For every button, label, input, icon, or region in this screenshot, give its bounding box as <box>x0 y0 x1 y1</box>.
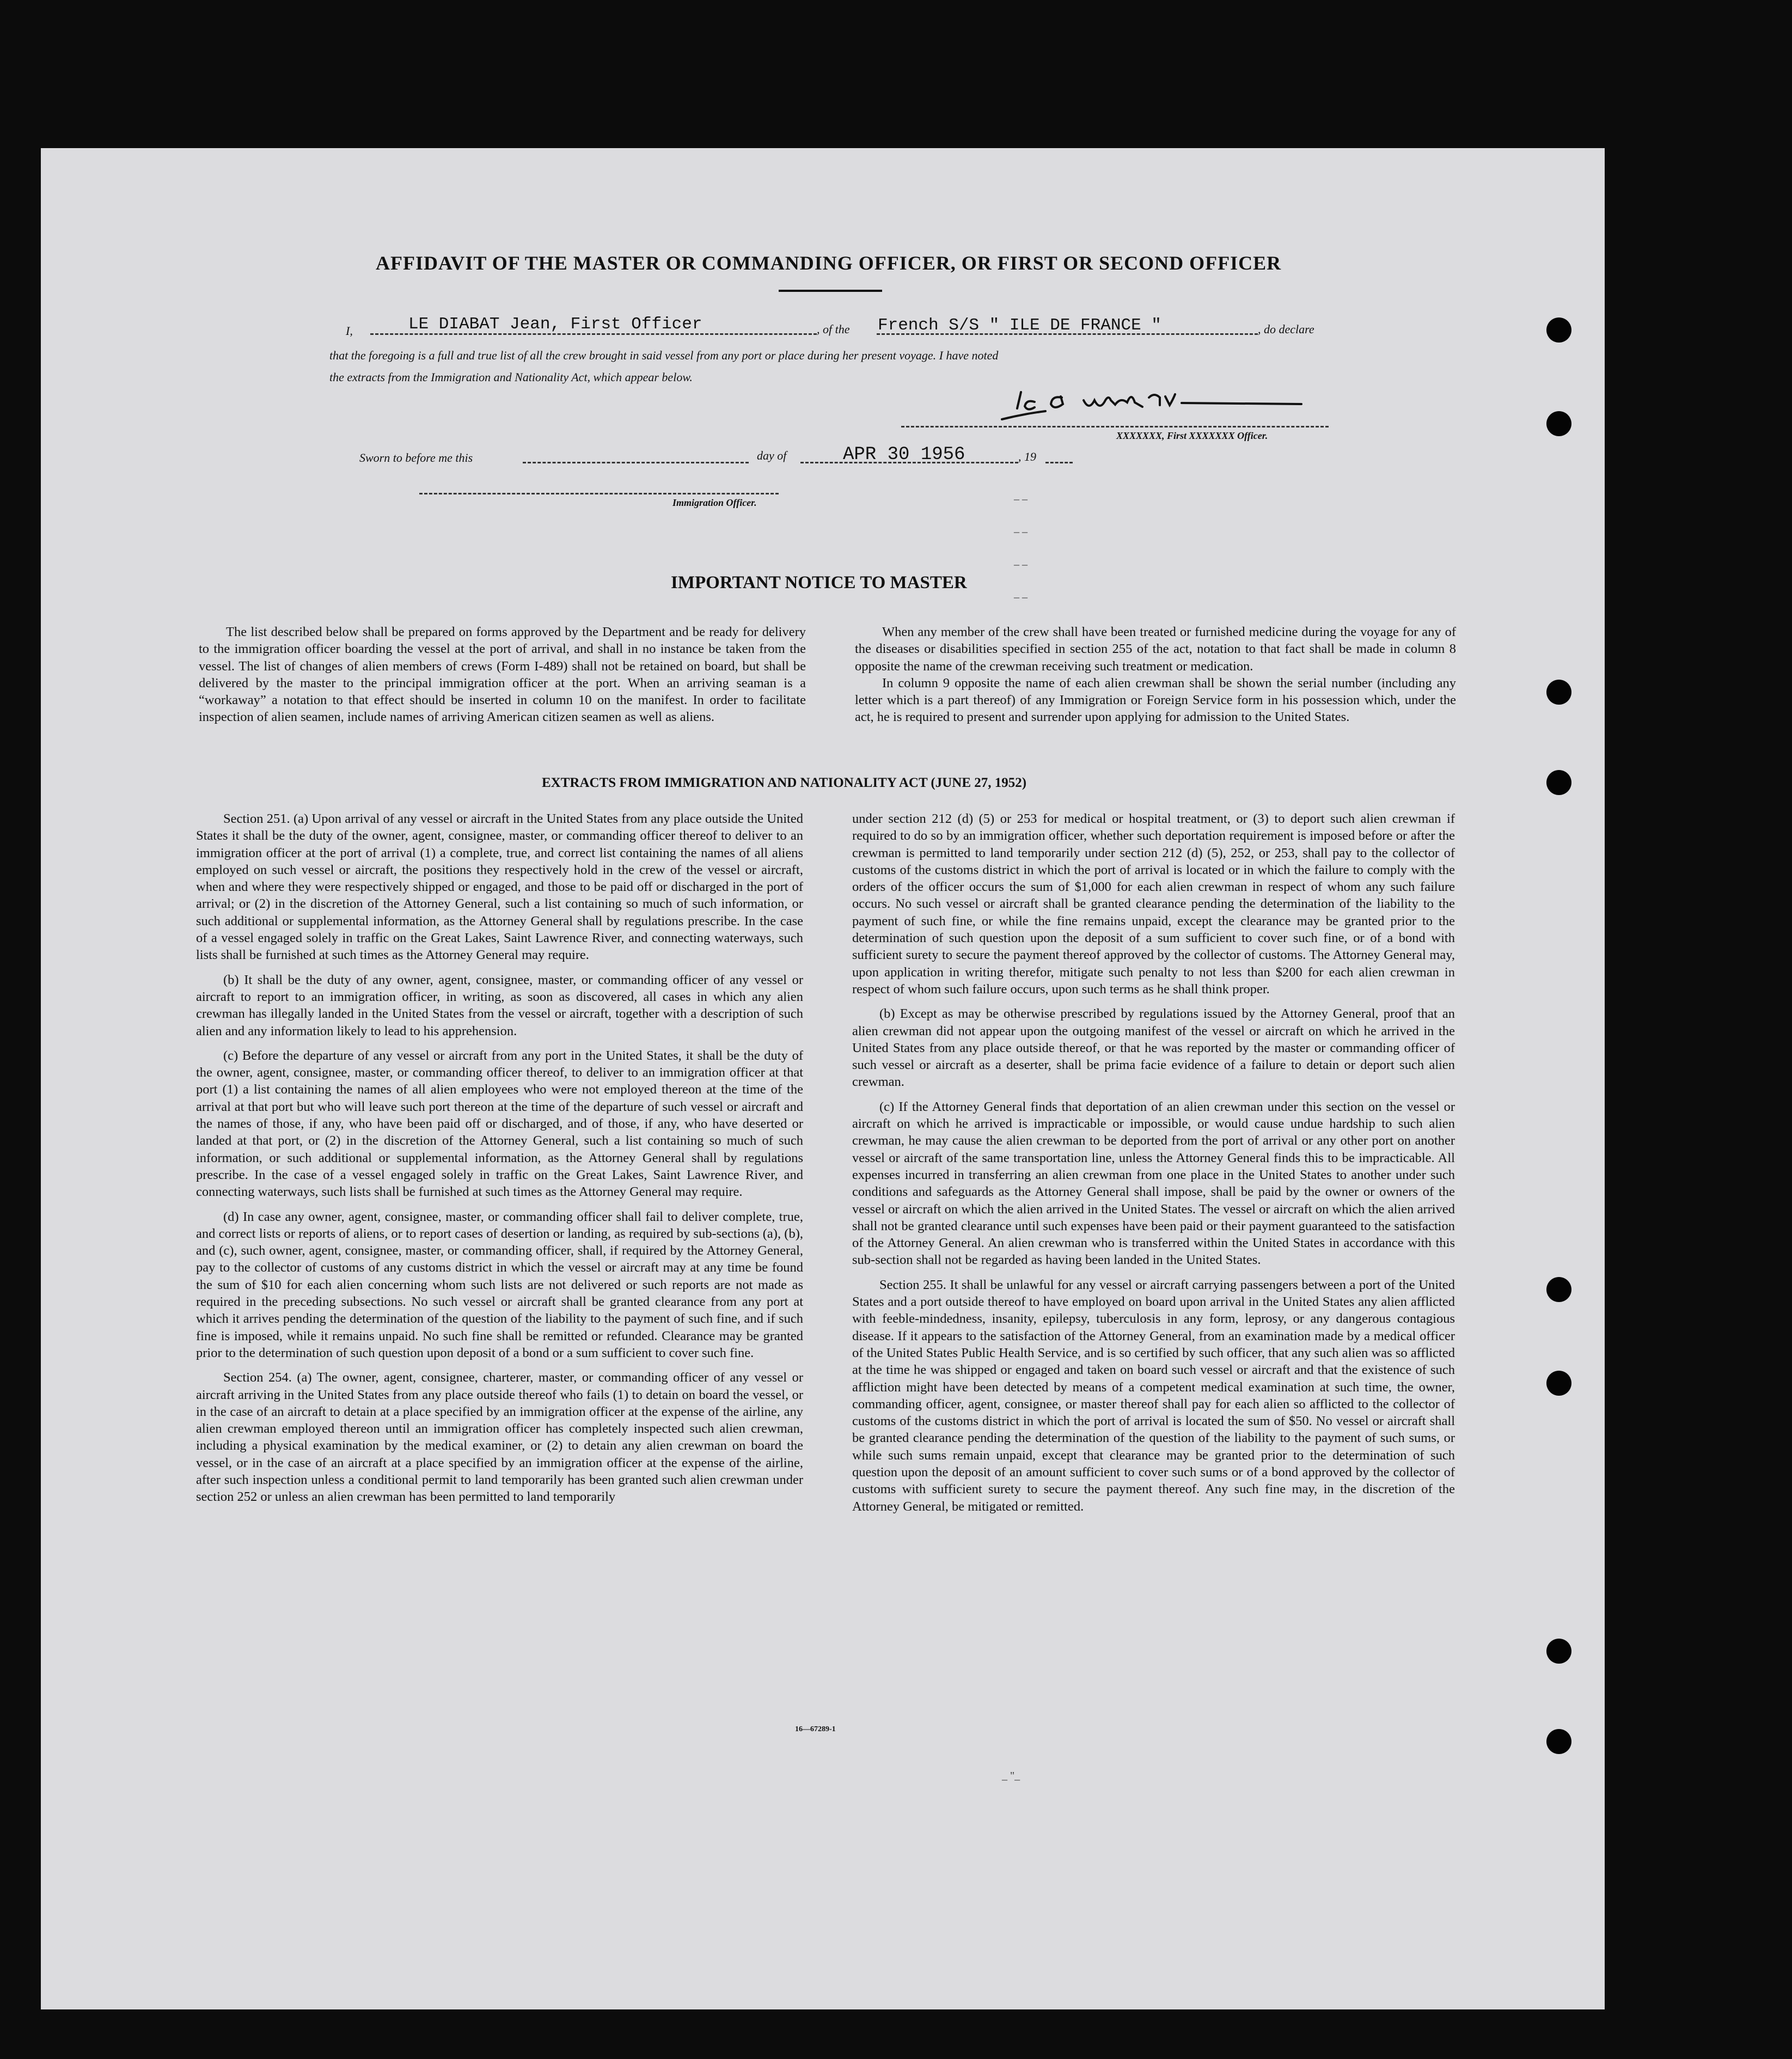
section-251-b: (b) It shall be the duty of any owner, agent, consignee, master, or commanding officer of any vessel or aircraft to report to an immigration officer, in writing, as soon as discovered, all cases in which any alien crewman has illegally landed in the United States from the vessel or aircraft, together with a description of such alien and any information likely to lead to his apprehension. <box>196 972 803 1038</box>
title-underline <box>779 290 882 292</box>
of-the-label: , of the <box>817 322 850 336</box>
notice-right-column <box>855 624 1456 726</box>
section-251-a: Section 251. (a) Upon arrival of any vessel or aircraft in the United States from any place outside the United States it shall be the duty of the owner, agent, consignee, master, or commanding officer thereof to deliver to an immigration officer at the port of arrival (1) a complete, true, and correct list containing the names of all aliens employed on such vessel or aircraft, the positions they respectively hold in the crew of the vessel or aircraft, when and where they were respectively shipped or engaged, and those to be paid off or discharged in the port of arrival; or (2) in the discretion of the Attorney General, such a list containing so much of such information, or such additional or supplemental information, as the Attorney General shall by regulations prescribe. In the case of a vessel engaged solely in traffic on the Great Lakes, Saint Lawrence River, and connecting waterways, such lists shall be furnished at such times as the Attorney General may require. <box>196 811 803 963</box>
punch-hole <box>1546 317 1571 343</box>
year-underline <box>1045 462 1073 463</box>
punch-hole <box>1546 411 1571 436</box>
day-of-label: day of <box>757 449 787 462</box>
signature-caption: XXXXXXX, First XXXXXXX Officer. <box>1116 430 1268 441</box>
punch-hole <box>1546 1639 1571 1664</box>
notice-left-column <box>199 624 806 726</box>
sworn-day-underline <box>523 462 749 463</box>
notice-right-paragraph-2: In column 9 opposite the name of each alien crewman shall be shown the serial number (including any letter which is a part thereof) of any Immigration or Foreign Service form in his possession which, under the act, he is required to present and surrender upon applying for admission to the United States. <box>855 675 1456 725</box>
punch-hole <box>1546 770 1571 795</box>
extracts-left-column <box>196 810 803 1506</box>
punch-hole <box>1546 680 1571 705</box>
section-251-d: (d) In case any owner, agent, consignee, master, or commanding officer shall fail to deliver complete, true, and correct lists or reports of aliens, or to report cases of desertion or landing, as required by sub-sections (a), (b), and (c), such owner, agent, consignee, master, or commanding officer, shall, if required by the Attorney General, pay to the collector of customs of any customs district in which the vessel or aircraft may at any time be found the sum of $10 for each alien concerning whom such lists are not delivered or such reports are not made as required in the preceding subsections. No such vessel or aircraft shall be granted clearance from any port at which it arrives pending the determination of the question of the liability to the payment of such fine, and if such fine is imposed, while it remains unpaid. No such fine shall be remitted or refunded. Clearance may be granted prior to the determination of such question upon deposit of a bond or a sum sufficient to cover such fine. <box>196 1209 803 1360</box>
section-251-c: (c) Before the departure of any vessel or aircraft from any port in the United States, it shall be the duty of the owner, agent, consignee, master, or commanding officer thereof, to deliver to an immigration officer at that port (1) a list containing the names of all alien employees who were not employed thereon at the time of the arrival at that port but who will leave such port thereon at the time of the departure of such vessel or aircraft and the names of those, if any, who have been paid off or discharged, and of those, if any, who have deserted or landed at that port, or (2) in the discretion of the Attorney General, such a list containing so much of such information, or such additional or supplemental information, as the Attorney General shall by regulations prescribe. In the case of a vessel engaged solely in traffic on the Great Lakes, Saint Lawrence River, and connecting waterways, such lists shall be furnished at such times as the Attorney General may require. <box>196 1048 803 1200</box>
affidavit-title: AFFIDAVIT OF THE MASTER OR COMMANDING OFFICER, OR FIRST OR SECOND OFFICER <box>376 252 1282 274</box>
vessel-name: French S/S " ILE DE FRANCE " <box>878 316 1161 335</box>
officer-name: LE DIABAT Jean, First Officer <box>408 315 702 334</box>
date-stamp: APR 30 1956 <box>843 444 965 465</box>
section-255: Section 255. It shall be unlawful for any vessel or aircraft carrying passengers between a port of the United States and a port outside thereof to have employed on board upon arrival in the United States any alien afflicted with feeble-mindedness, insanity, epilepsy, tuberculosis in any form, leprosy, or any dangerous contagious disease. If it appears to the satisfaction of the Attorney General, from an examination made by a medical officer of the United States Public Health Service, and is so certified by such officer, that any such alien was so afflicted at the time he was shipped or engaged and taken on board such vessel or aircraft and that the existence of such affliction might have been detected by means of a competent medical examination at such time, the owner, commanding officer, agent, consignee, or master thereof shall pay for each alien so afflicted to the collector of customs of the customs district in which the port of arrival is located the sum of $50. No vessel or aircraft shall be granted clearance pending the determination of the question of the liability to the payment of such sums, or while such sums remain unpaid, except that clearance may be granted prior to the determination of such question upon the deposit of an amount sufficient to cover such sums or of a bond approved by the collector of customs with sufficient surety to secure the payment thereof. Any such fine may, in the discretion of the Attorney General, be mitigated or remitted. <box>852 1277 1455 1514</box>
immigration-officer-label: Immigration Officer. <box>672 497 757 508</box>
punch-hole <box>1546 1729 1571 1754</box>
sworn-label: Sworn to before me this <box>359 451 473 465</box>
extracts-right-column <box>852 810 1455 1515</box>
form-number: 16—67289-1 <box>795 1725 836 1733</box>
immigration-officer-line <box>419 493 779 494</box>
section-254-a-continued: under section 212 (d) (5) or 253 for medical or hospital treatment, or (3) to deport such alien crewman if required to do so by an immigration officer, whether such deportation requirement is imposed before or after the crewman is permitted to land temporarily under section 212 (d) (5), 252, or 253, shall pay to the collector of customs of the customs district in which the port of arrival is located or in which the failure to comply with the orders of the officer occurs the sum of $1,000 for each alien crewman in respect of whom any such failure occurs. No such vessel or aircraft shall be granted clearance pending the determination of the liability to the payment of such fine, or while the fine remains unpaid, except the clearance may be granted prior to the determination of such question upon the deposit of a sum sufficient to cover such fine, or of a bond with sufficient surety to secure the payment thereof approved by the collector of customs. The Attorney General may, upon application in writing therefor, mitigate such penalty to not less than $200 for each alien crewman in respect of whom such failure occurs, upon such terms as he shall think proper. <box>852 811 1455 997</box>
do-declare-label: , do declare <box>1258 322 1314 336</box>
notice-title: IMPORTANT NOTICE TO MASTER <box>671 573 967 592</box>
section-254-b: (b) Except as may be otherwise prescribed by regulations issued by the Attorney General, proof that an alien crewman did not appear upon the outgoing manifest of the vessel or aircraft on which he arrived in the United States from any place outside thereof, or that he was reported by the master or commanding officer of such vessel or aircraft as a deserter, shall be prima facie evidence of a failure to detain or deport such alien crewman. <box>852 1006 1455 1090</box>
stray-marks-bottom: _ "_ <box>1002 1770 1020 1782</box>
signature-line <box>901 426 1329 427</box>
handwritten-signature <box>969 381 1318 436</box>
declaration-text-2: the extracts from the Immigration and Nationality Act, which appear below. <box>329 370 693 384</box>
notice-right-paragraph-1: When any member of the crew shall have been treated or furnished medicine during the voyage for any of the diseases or disabilities specified in section 255 of the act, notation to that fact shall be made in column 8 opposite the name of the crewman receiving such treatment or medication. <box>855 625 1456 674</box>
extracts-title: EXTRACTS FROM IMMIGRATION AND NATIONALITY ACT (JUNE 27, 1952) <box>542 775 1027 790</box>
punch-hole <box>1546 1277 1571 1302</box>
i-label: I, <box>346 324 353 338</box>
stray-marks: _ _ _ _ _ _ _ _ <box>1014 490 1028 600</box>
year-label: , 19 <box>1018 450 1036 463</box>
punch-hole <box>1546 1371 1571 1396</box>
section-254-c: (c) If the Attorney General finds that deportation of an alien crewman under this section on the vessel or aircraft on which he arrived is impracticable or impossible, or would cause undue hardship to such alien crewman, he may cause the alien crewman to be deported from the port of arrival or any other port on another vessel or aircraft of the same transportation line, unless the Attorney General finds this to be impracticable. All expenses incurred in transferring an alien crewman from one place in the United States to another under such conditions and safeguards as the Attorney General shall impose, shall be paid by the owner or owners of the vessel or aircraft on which the alien arrived in the United States. The vessel or aircraft on which the alien arrived shall not be granted clearance until such expenses have been paid or their payment guaranteed to the satisfaction of the Attorney General. An alien crewman who is transferred within the United States in accordance with this sub-section shall not be regarded as having been landed in the United States. <box>852 1099 1455 1268</box>
declaration-text-1: that the foregoing is a full and true list of all the crew brought in said vessel from any port or place during her present voyage. I have noted <box>329 349 999 362</box>
section-254-a: Section 254. (a) The owner, agent, consignee, charterer, master, or commanding officer of any vessel or aircraft arriving in the United States from any place outside thereof who fails (1) to detain on board the vessel, or in the case of an aircraft to detain at a place specified by an immigration officer at the expense of the airline, any alien crewman employed thereon until an immigration officer has completely inspected such alien crewman, including a physical examination by the medical examiner, or (2) to detain any alien crewman on board the vessel, or in the case of an aircraft at a place specified by an immigration officer at the expense of the airline, after such inspection unless a conditional permit to land temporarily has been granted such alien crewman under section 252 or unless an alien crewman has been permitted to land temporarily <box>196 1370 803 1505</box>
notice-left-paragraph: The list described below shall be prepared on forms approved by the Department and be ready for delivery to the immigration officer boarding the vessel at the port of arrival, and shall in no instance be taken from the vessel. The list of changes of alien members of crews (Form I-489) shall not be retained on board, but shall be delivered by the master to the principal immigration officer at the port. When an arriving seaman is a “workaway” a notation to that effect should be inserted in column 10 on the manifest. In order to facilitate inspection of alien seamen, include names of arriving American citizen seamen as well as aliens. <box>199 625 806 725</box>
